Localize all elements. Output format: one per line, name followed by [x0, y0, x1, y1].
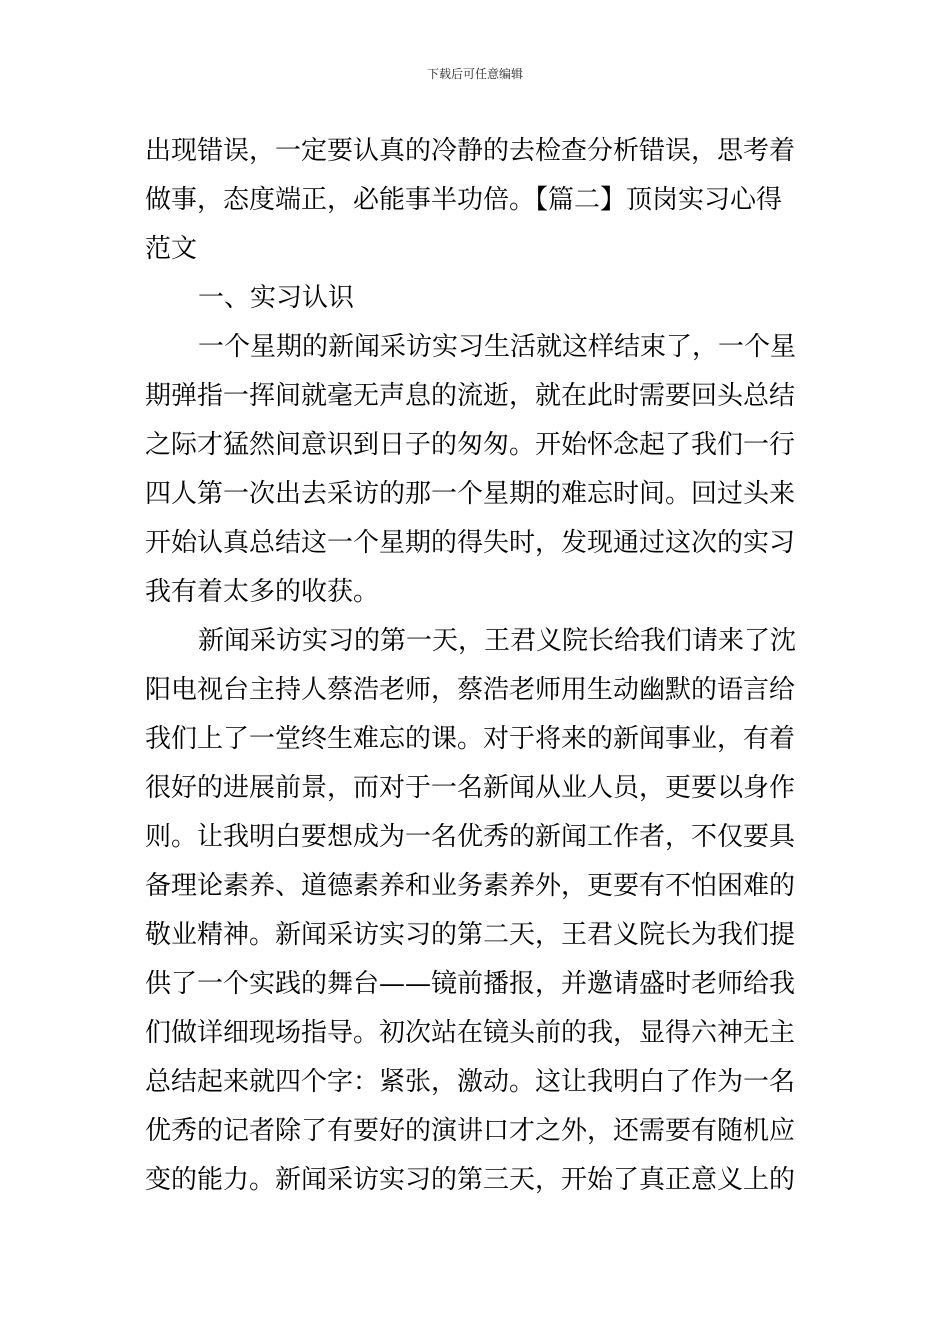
paragraph-start-line: 一个星期的新闻采访实习生活就这样结束了，一个星 — [198, 332, 797, 362]
text-line: 则。让我明白要想成为一名优秀的新闻工作者，不仅要具 — [145, 822, 796, 852]
text-line: 之际才猛然间意识到日子的匆匆。开始怀念起了我们一行 — [145, 430, 796, 460]
paragraph-start-line: 新闻采访实习的第一天，王君义院长给我们请来了沈 — [198, 626, 797, 656]
text-line: 们做详细现场指导。初次站在镜头前的我，显得六神无主 — [145, 1018, 796, 1048]
section-heading: 一、实习认识 — [198, 283, 355, 313]
text-line: 总结起来就四个字：紧张，激动。这让我明白了作为一名 — [145, 1067, 796, 1097]
text-line: 优秀的记者除了有要好的演讲口才之外，还需要有随机应 — [145, 1116, 796, 1146]
text-line: 备理论素养、道德素养和业务素养外，更要有不怕困难的 — [145, 871, 796, 901]
text-line: 我们上了一堂终生难忘的课。对于将来的新闻事业，有着 — [145, 724, 796, 754]
text-line: 阳电视台主持人蔡浩老师，蔡浩老师用生动幽默的语言给 — [145, 675, 796, 705]
header-note: 下载后可任意编辑 — [426, 67, 523, 81]
text-line: 期弹指一挥间就毫无声息的流逝，就在此时需要回头总结 — [145, 381, 796, 411]
text-line: 我有着太多的收获。 — [145, 577, 380, 607]
text-line: 范文 — [145, 234, 198, 264]
text-line: 开始认真总结这一个星期的得失时，发现通过这次的实习 — [145, 528, 796, 558]
text-line: 做事，态度端正，必能事半功倍。【篇二】顶岗实习心得 — [145, 185, 783, 215]
text-line: 供了一个实践的舞台——镜前播报，并邀请盛时老师给我 — [145, 969, 796, 999]
text-line: 出现错误，一定要认真的冷静的去检查分析错误，思考着 — [145, 136, 796, 166]
text-line: 变的能力。新闻采访实习的第三天，开始了真正意义上的 — [145, 1165, 796, 1195]
text-line: 敬业精神。新闻采访实习的第二天，王君义院长为我们提 — [145, 920, 796, 950]
document-body — [145, 127, 810, 1205]
text-line: 四人第一次出去采访的那一个星期的难忘时间。回过头来 — [145, 479, 796, 509]
text-line: 很好的进展前景，而对于一名新闻从业人员，更要以身作 — [145, 773, 796, 803]
